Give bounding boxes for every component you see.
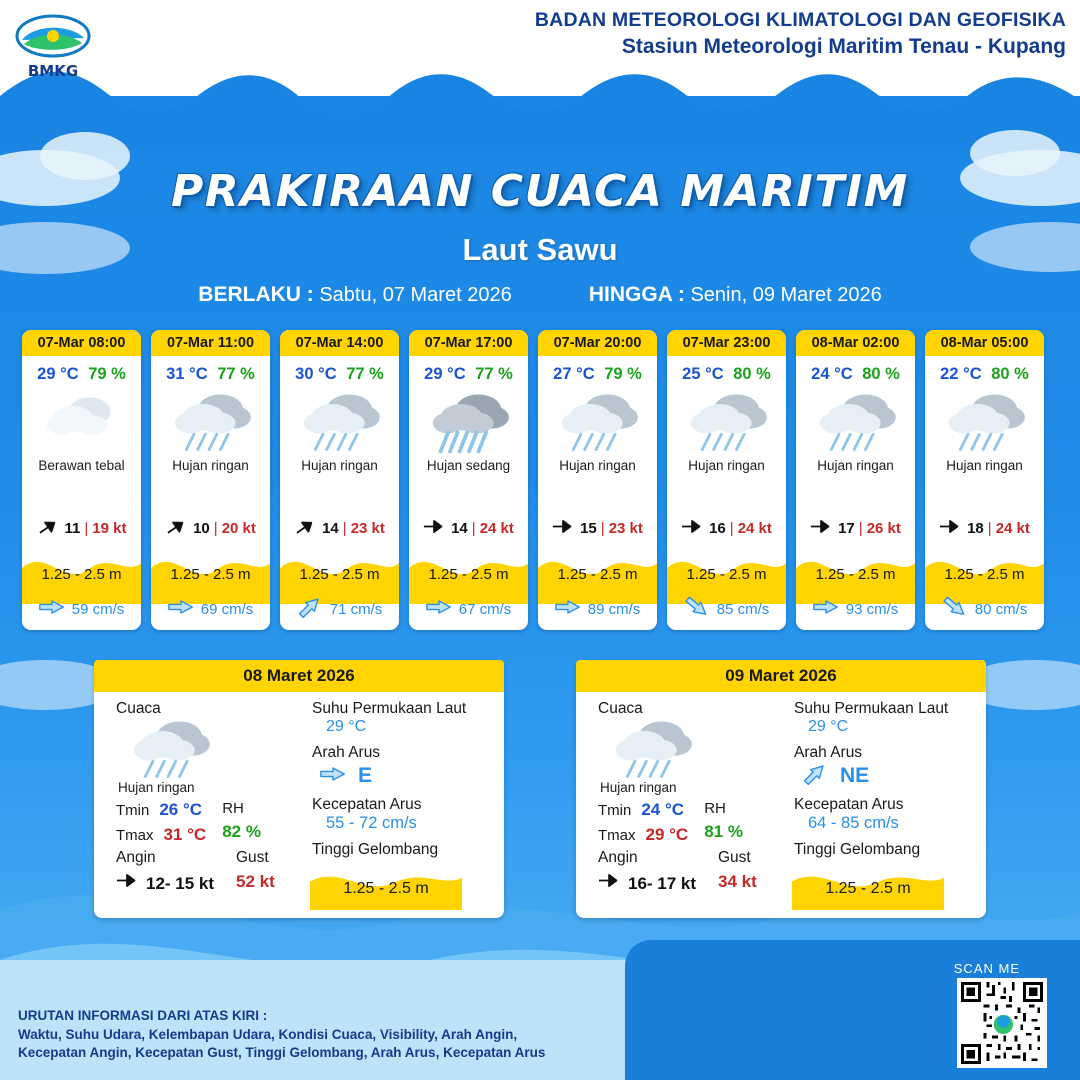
current-speed: 80 cm/s (974, 600, 1028, 618)
forecast-card (151, 330, 270, 630)
tmin-label: Tmin (116, 802, 150, 819)
wind-speed: 26 kt (866, 520, 901, 537)
svg-text:BMKG: BMKG (27, 62, 79, 80)
forecast-condition: Hujan ringan (817, 458, 894, 473)
forecast-temp-hum (538, 365, 657, 384)
wind-speed: 23 kt (350, 520, 385, 537)
scan-me-label: SCAN ME (953, 961, 1020, 976)
daily-panel-date: 08 Maret 2026 (94, 660, 504, 692)
page-title: PRAKIRAAN CUACA MARITIM (171, 166, 909, 217)
wind-label: Angin (116, 849, 156, 866)
valid-to-value: Senin, 09 Maret 2026 (690, 284, 882, 306)
forecast-temperature: 31 °C (166, 365, 208, 383)
forecast-humidity: 77 % (475, 365, 513, 383)
header-wave-divider (0, 60, 1080, 150)
forecast-time: 07-Mar 23:00 (667, 330, 786, 356)
forecast-condition: Hujan ringan (688, 458, 765, 473)
wind-separator: | (600, 520, 605, 537)
wind-speed: 24 kt (995, 520, 1030, 537)
wind-separator: | (729, 520, 734, 537)
forecast-wind (796, 518, 915, 539)
forecast-wave-height: 1.25 - 2.5 m (686, 566, 767, 583)
validity-row (0, 283, 1080, 307)
forecast-card (538, 330, 657, 630)
light-rain-icon (538, 386, 657, 458)
tmin-value: 24 °C (641, 800, 685, 819)
wind-separator: | (858, 520, 863, 537)
rh-value: 81 % (704, 822, 743, 841)
forecast-temp-hum (151, 365, 270, 384)
forecast-condition: Hujan ringan (172, 458, 249, 473)
wind-speed: 20 kt (221, 520, 256, 537)
forecast-time: 07-Mar 17:00 (409, 330, 528, 356)
current-arrow-icon (684, 598, 710, 620)
forecast-temperature: 30 °C (295, 365, 337, 383)
current-arrow-icon (942, 598, 968, 620)
wind-separator: | (471, 520, 476, 537)
current-arrow-icon (168, 598, 194, 620)
light-rain-icon (925, 386, 1044, 458)
forecast-humidity: 80 % (733, 365, 771, 383)
current-arrow-icon (813, 598, 839, 620)
wind-direction-deg: 18 (967, 520, 984, 537)
wind-speed: 23 kt (608, 520, 643, 537)
tmax-label: Tmax (116, 827, 154, 844)
forecast-time: 07-Mar 08:00 (22, 330, 141, 356)
forecast-humidity: 77 % (217, 365, 255, 383)
current-speed: 71 cm/s (329, 600, 383, 618)
forecast-wind (409, 518, 528, 539)
tmin-label: Tmin (598, 802, 632, 819)
valid-from-label: BERLAKU : (198, 283, 314, 306)
tmin-value: 26 °C (159, 800, 203, 819)
forecast-card (796, 330, 915, 630)
forecast-condition: Hujan ringan (559, 458, 636, 473)
forecast-humidity: 80 % (862, 365, 900, 383)
legend-text (18, 1007, 545, 1062)
rh-label: RH (222, 800, 244, 817)
forecast-temp-hum (22, 365, 141, 384)
forecast-wind (22, 518, 141, 539)
wind-arrow-icon (165, 518, 189, 539)
wind-direction-deg: 17 (838, 520, 855, 537)
light-rain-icon (151, 386, 270, 458)
daily-wind-value: 16- 17 kt (628, 874, 697, 893)
current-direction-label: Arah Arus (312, 744, 381, 761)
current-speed: 85 cm/s (716, 600, 770, 618)
weather-label: Cuaca (598, 700, 643, 717)
forecast-temp-hum (280, 365, 399, 384)
forecast-current (280, 598, 399, 620)
current-speed-label: Kecepatan Arus (794, 796, 904, 813)
wind-arrow-icon (552, 518, 576, 539)
sst-label: Suhu Permukaan Laut (312, 700, 467, 717)
sst-label: Suhu Permukaan Laut (794, 700, 949, 717)
current-speed-value: 55 - 72 cm/s (326, 814, 417, 832)
current-arrow-icon (426, 598, 452, 620)
forecast-current (151, 598, 270, 620)
daily-condition: Hujan ringan (600, 780, 677, 795)
wind-separator: | (213, 520, 218, 537)
current-speed-value: 64 - 85 cm/s (808, 814, 899, 832)
forecast-temp-hum (925, 365, 1044, 384)
forecast-condition: Hujan ringan (301, 458, 378, 473)
forecast-wind (280, 518, 399, 539)
wind-arrow-icon (294, 518, 318, 539)
tmax-value: 29 °C (645, 825, 689, 844)
forecast-wave-height: 1.25 - 2.5 m (815, 566, 896, 583)
forecast-wave-height: 1.25 - 2.5 m (170, 566, 251, 583)
daily-wind-value: 12- 15 kt (146, 874, 215, 893)
gust-value: 52 kt (236, 872, 275, 891)
valid-to-label: HINGGA : (588, 283, 685, 306)
station-name: Stasiun Meteorologi Maritim Tenau - Kupang (621, 35, 1066, 58)
light-rain-icon (667, 386, 786, 458)
current-speed: 67 cm/s (458, 600, 512, 618)
rh-label: RH (704, 800, 726, 817)
forecast-wave-height: 1.25 - 2.5 m (944, 566, 1025, 583)
forecast-humidity: 77 % (346, 365, 384, 383)
forecast-wave-height: 1.25 - 2.5 m (557, 566, 638, 583)
wind-separator: | (987, 520, 992, 537)
forecast-wind (538, 518, 657, 539)
forecast-temperature: 22 °C (940, 365, 982, 383)
current-arrow-icon (39, 598, 65, 620)
forecast-current (925, 598, 1044, 620)
forecast-temp-hum (409, 365, 528, 384)
current-arrow-icon (555, 598, 581, 620)
forecast-time: 07-Mar 11:00 (151, 330, 270, 356)
daily-panel (576, 660, 986, 918)
gust-label: Gust (236, 849, 269, 866)
valid-from-value: Sabtu, 07 Maret 2026 (319, 284, 512, 306)
sst-value: 29 °C (808, 718, 849, 735)
current-arrow-icon (320, 765, 346, 788)
forecast-current (667, 598, 786, 620)
forecast-temperature: 25 °C (682, 365, 724, 383)
forecast-card (280, 330, 399, 630)
wind-speed: 24 kt (737, 520, 772, 537)
forecast-condition: Berawan tebal (38, 458, 125, 473)
wind-speed: 24 kt (479, 520, 514, 537)
current-direction-value: E (358, 764, 373, 787)
forecast-current (796, 598, 915, 620)
wind-arrow-icon (598, 872, 622, 894)
wind-direction-deg: 11 (64, 520, 81, 537)
forecast-humidity: 79 % (604, 365, 642, 383)
forecast-condition: Hujan sedang (426, 458, 511, 473)
wave-height-label: Tinggi Gelombang (794, 841, 921, 858)
daily-panel-list (94, 660, 986, 918)
daily-panel (94, 660, 504, 918)
gust-value: 34 kt (718, 872, 757, 891)
forecast-wind (151, 518, 270, 539)
forecast-humidity: 80 % (991, 365, 1029, 383)
forecast-temperature: 24 °C (811, 365, 853, 383)
wind-direction-deg: 14 (322, 520, 339, 537)
forecast-card (925, 330, 1044, 630)
light-rain-icon (116, 718, 306, 780)
forecast-time: 07-Mar 14:00 (280, 330, 399, 356)
qr-code[interactable] (957, 978, 1047, 1068)
forecast-temp-hum (796, 365, 915, 384)
wave-height-label: Tinggi Gelombang (312, 841, 439, 858)
current-speed: 69 cm/s (200, 600, 254, 618)
forecast-current (22, 598, 141, 620)
daily-panel-date: 09 Maret 2026 (576, 660, 986, 692)
current-arrow-icon (802, 765, 828, 788)
forecast-card (22, 330, 141, 630)
forecast-wave-height: 1.25 - 2.5 m (428, 566, 509, 583)
moderate-rain-icon (409, 386, 528, 458)
wind-direction-deg: 10 (193, 520, 210, 537)
wind-arrow-icon (681, 518, 705, 539)
forecast-card (667, 330, 786, 630)
gust-label: Gust (718, 849, 751, 866)
current-arrow-icon (297, 598, 323, 620)
rh-value: 82 % (222, 822, 261, 841)
forecast-wave-height: 1.25 - 2.5 m (299, 566, 380, 583)
forecast-card-list (22, 330, 1062, 630)
daily-wave-value: 1.25 - 2.5 m (825, 880, 911, 897)
forecast-time: 07-Mar 20:00 (538, 330, 657, 356)
forecast-time: 08-Mar 05:00 (925, 330, 1044, 356)
current-speed: 89 cm/s (587, 600, 641, 618)
forecast-time: 08-Mar 02:00 (796, 330, 915, 356)
wind-direction-deg: 15 (580, 520, 597, 537)
current-direction-value: NE (840, 764, 870, 787)
wind-label: Angin (598, 849, 638, 866)
forecast-temperature: 29 °C (424, 365, 466, 383)
forecast-humidity: 79 % (88, 365, 126, 383)
wind-arrow-icon (116, 872, 140, 894)
forecast-temperature: 29 °C (37, 365, 79, 383)
forecast-temperature: 27 °C (553, 365, 595, 383)
current-speed-label: Kecepatan Arus (312, 796, 422, 813)
forecast-wind (925, 518, 1044, 539)
header-text (535, 9, 1066, 59)
tmax-label: Tmax (598, 827, 636, 844)
wind-arrow-icon (423, 518, 447, 539)
agency-name: BADAN METEOROLOGI KLIMATOLOGI DAN GEOFISIKA (534, 9, 1066, 31)
light-rain-icon (280, 386, 399, 458)
wind-direction-deg: 14 (451, 520, 468, 537)
cloudy-icon (22, 386, 141, 458)
daily-wave-value: 1.25 - 2.5 m (343, 880, 429, 897)
forecast-condition: Hujan ringan (946, 458, 1023, 473)
wind-separator: | (84, 520, 89, 537)
wind-speed: 19 kt (92, 520, 127, 537)
legend-title: URUTAN INFORMASI DARI ATAS KIRI : (18, 1008, 268, 1024)
wind-arrow-icon (37, 518, 61, 539)
wind-direction-deg: 16 (709, 520, 726, 537)
wind-arrow-icon (939, 518, 963, 539)
light-rain-icon (796, 386, 915, 458)
weather-label: Cuaca (116, 700, 161, 717)
bmkg-logo (14, 10, 92, 88)
current-speed: 93 cm/s (845, 600, 899, 618)
light-rain-icon (598, 718, 788, 780)
legend-line-2: Kecepatan Angin, Kecepatan Gust, Tinggi Gelombang, Arah Arus, Kecepatan Arus (18, 1044, 546, 1060)
forecast-card (409, 330, 528, 630)
current-speed: 59 cm/s (71, 600, 125, 618)
tmax-value: 31 °C (163, 825, 207, 844)
forecast-wind (667, 518, 786, 539)
forecast-temp-hum (667, 365, 786, 384)
forecast-current (538, 598, 657, 620)
current-direction-label: Arah Arus (794, 744, 863, 761)
page-subtitle: Laut Sawu (462, 232, 618, 267)
forecast-wave-height: 1.25 - 2.5 m (41, 566, 122, 583)
daily-condition: Hujan ringan (118, 780, 195, 795)
sst-value: 29 °C (326, 718, 367, 735)
wind-separator: | (342, 520, 347, 537)
legend-line-1: Waktu, Suhu Udara, Kelembapan Udara, Kondisi Cuaca, Visibility, Arah Angin, (18, 1026, 518, 1042)
wind-arrow-icon (810, 518, 834, 539)
forecast-current (409, 598, 528, 620)
